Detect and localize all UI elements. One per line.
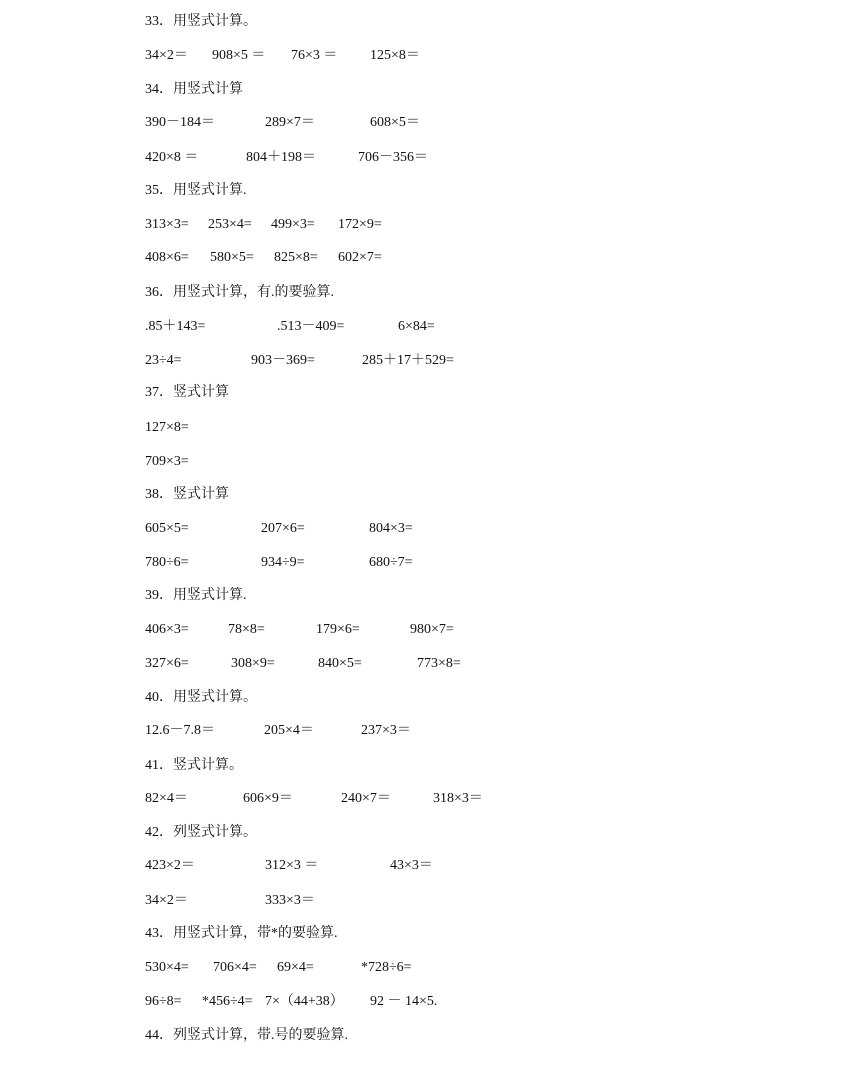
question-37-title: 37．竖式计算 (145, 385, 229, 400)
q35-problem-4: 172×9= (338, 217, 382, 232)
question-33-title: 33．用竖式计算。 (145, 14, 257, 29)
q34-problem-5: 804＋198＝ (246, 150, 316, 165)
q41-problem-1: 82×4＝ (145, 791, 188, 806)
q38-problem-2: 207×6= (261, 521, 305, 536)
q41-problem-2: 606×9＝ (243, 791, 293, 806)
question-42-title: 42．列竖式计算。 (145, 825, 257, 840)
q43-problem-5: 96÷8= (145, 994, 182, 1009)
q38-problem-4: 780÷6= (145, 555, 189, 570)
q40-problem-1: 12.6－7.8＝ (145, 723, 215, 738)
q37-problem-2: 709×3= (145, 454, 189, 469)
question-35-title: 35．用竖式计算. (145, 183, 247, 198)
question-36-title: 36．用竖式计算，有.的要验算. (145, 285, 334, 300)
q40-problem-3: 237×3＝ (361, 723, 411, 738)
q35-problem-3: 499×3= (271, 217, 315, 232)
q43-problem-2: 706×4= (213, 960, 257, 975)
q36-problem-4: 23÷4= (145, 353, 182, 368)
q38-problem-5: 934÷9= (261, 555, 305, 570)
q38-problem-3: 804×3= (369, 521, 413, 536)
q39-problem-5: 327×6= (145, 656, 189, 671)
q37-problem-1: 127×8= (145, 420, 189, 435)
q43-problem-6: *456÷4= (202, 994, 253, 1009)
question-39-title: 39．用竖式计算. (145, 588, 247, 603)
q43-problem-1: 530×4= (145, 960, 189, 975)
q39-problem-2: 78×8= (228, 622, 265, 637)
q39-problem-6: 308×9= (231, 656, 275, 671)
q36-problem-5: 903－369= (251, 353, 315, 368)
q35-problem-8: 602×7= (338, 250, 382, 265)
q42-problem-2: 312×3 ＝ (265, 858, 319, 873)
q34-problem-1: 390－184＝ (145, 115, 215, 130)
q35-problem-5: 408×6= (145, 250, 189, 265)
q39-problem-4: 980×7= (410, 622, 454, 637)
q36-problem-2: .513－409= (277, 319, 345, 334)
q33-problem-2: 908×5 ＝ (212, 48, 266, 63)
q42-problem-5: 333×3＝ (265, 893, 315, 908)
q43-problem-7: 7×（44+38） (265, 994, 344, 1009)
q40-problem-2: 205×4＝ (264, 723, 314, 738)
q39-problem-3: 179×6= (316, 622, 360, 637)
q34-problem-4: 420×8 ＝ (145, 150, 199, 165)
question-34-title: 34．用竖式计算 (145, 82, 243, 97)
q36-problem-3: 6×84= (398, 319, 435, 334)
q35-problem-2: 253×4= (208, 217, 252, 232)
q41-problem-3: 240×7＝ (341, 791, 391, 806)
question-43-title: 43．用竖式计算，带*的要验算. (145, 926, 338, 941)
q43-problem-4: *728÷6= (361, 960, 412, 975)
q35-problem-1: 313×3= (145, 217, 189, 232)
q33-problem-3: 76×3 ＝ (291, 48, 338, 63)
q36-problem-6: 285＋17＋529= (362, 353, 454, 368)
q36-problem-1: .85＋143= (145, 319, 206, 334)
q43-problem-3: 69×4= (277, 960, 314, 975)
question-44-title: 44．列竖式计算，带.号的要验算. (145, 1028, 348, 1043)
q33-problem-1: 34×2＝ (145, 48, 188, 63)
q34-problem-2: 289×7＝ (265, 115, 315, 130)
q35-problem-6: 580×5= (210, 250, 254, 265)
q33-problem-4: 125×8＝ (370, 48, 420, 63)
q39-problem-7: 840×5= (318, 656, 362, 671)
q39-problem-8: 773×8= (417, 656, 461, 671)
q34-problem-6: 706－356＝ (358, 150, 428, 165)
question-40-title: 40．用竖式计算。 (145, 690, 257, 705)
q41-problem-4: 318×3＝ (433, 791, 483, 806)
q42-problem-3: 43×3＝ (390, 858, 433, 873)
q42-problem-1: 423×2＝ (145, 858, 195, 873)
q35-problem-7: 825×8= (274, 250, 318, 265)
question-41-title: 41．竖式计算。 (145, 758, 243, 773)
q38-problem-1: 605×5= (145, 521, 189, 536)
q43-problem-8: 92 － 14×5. (370, 994, 438, 1009)
question-38-title: 38．竖式计算 (145, 487, 229, 502)
q39-problem-1: 406×3= (145, 622, 189, 637)
q38-problem-6: 680÷7= (369, 555, 413, 570)
q42-problem-4: 34×2＝ (145, 893, 188, 908)
q34-problem-3: 608×5＝ (370, 115, 420, 130)
